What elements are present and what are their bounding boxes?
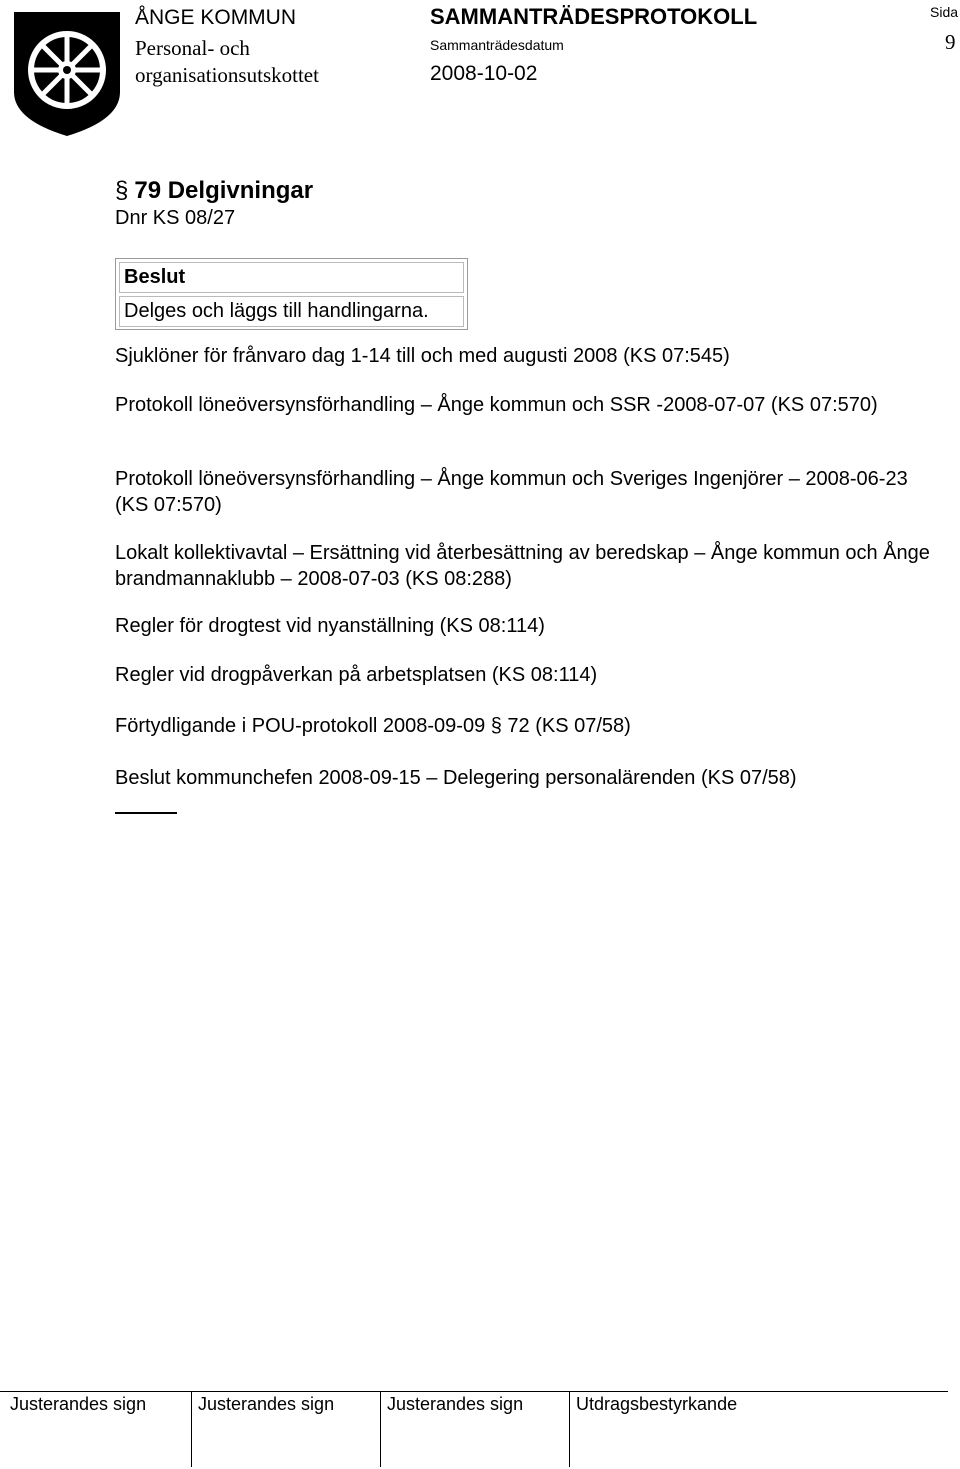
meeting-date-label: Sammanträdesdatum <box>430 37 564 53</box>
section-title: 79 Delgivningar <box>134 177 314 204</box>
list-item: Protokoll löneöversynsförhandling – Ånge kommun och SSR -2008-07-07 (KS 07:570) <box>115 394 878 416</box>
decision-box <box>115 258 468 330</box>
footer-divider <box>191 1391 192 1467</box>
footer-rule <box>0 1391 948 1392</box>
end-rule <box>115 812 177 814</box>
org-name: ÅNGE KOMMUN <box>135 6 297 29</box>
footer-signature-label: Justerandes sign <box>10 1394 147 1414</box>
list-item: Lokalt kollektivavtal – Ersättning vid återbesättning av beredskap – Ånge kommun och Ånge brandmannaklubb – 2008-07-03 (KS 08:288) <box>115 542 930 590</box>
list-item: Protokoll löneöversynsförhandling – Ånge kommun och Sveriges Ingenjörer – 2008-06-23 (KS 07:570) <box>115 468 908 516</box>
list-item: Förtydligande i POU-protokoll 2008-09-09 § 72 (KS 07/58) <box>115 715 631 737</box>
committee-name-line2: organisationsutskottet <box>135 63 319 87</box>
list-item: Regler vid drogpåverkan på arbetsplatsen (KS 08:114) <box>115 664 598 686</box>
footer-divider <box>569 1391 570 1467</box>
page-label: Sida <box>930 4 959 20</box>
case-number: Dnr KS 08/27 <box>115 207 236 229</box>
meeting-date-value: 2008-10-02 <box>430 62 538 85</box>
section-symbol: § <box>115 177 129 204</box>
section-heading <box>115 177 313 205</box>
committee-name-line1: Personal- och <box>135 36 250 60</box>
decision-heading: Beslut <box>119 262 464 293</box>
coat-of-arms-logo <box>8 8 126 138</box>
footer-signature-label: Justerandes sign <box>387 1394 524 1414</box>
document-type: SAMMANTRÄDESPROTOKOLL <box>430 4 758 29</box>
page-number: 9 <box>945 30 956 54</box>
footer-divider <box>380 1391 381 1467</box>
decision-text: Delges och läggs till handlingarna. <box>119 296 464 327</box>
footer-signature-label: Justerandes sign <box>198 1394 335 1414</box>
list-item: Beslut kommunchefen 2008-09-15 – Delegering personalärenden (KS 07/58) <box>115 767 797 789</box>
list-item: Regler för drogtest vid nyanställning (KS 08:114) <box>115 615 545 637</box>
footer-certification-label: Utdragsbestyrkande <box>576 1394 738 1414</box>
list-item: Sjuklöner för frånvaro dag 1-14 till och med augusti 2008 (KS 07:545) <box>115 345 730 367</box>
